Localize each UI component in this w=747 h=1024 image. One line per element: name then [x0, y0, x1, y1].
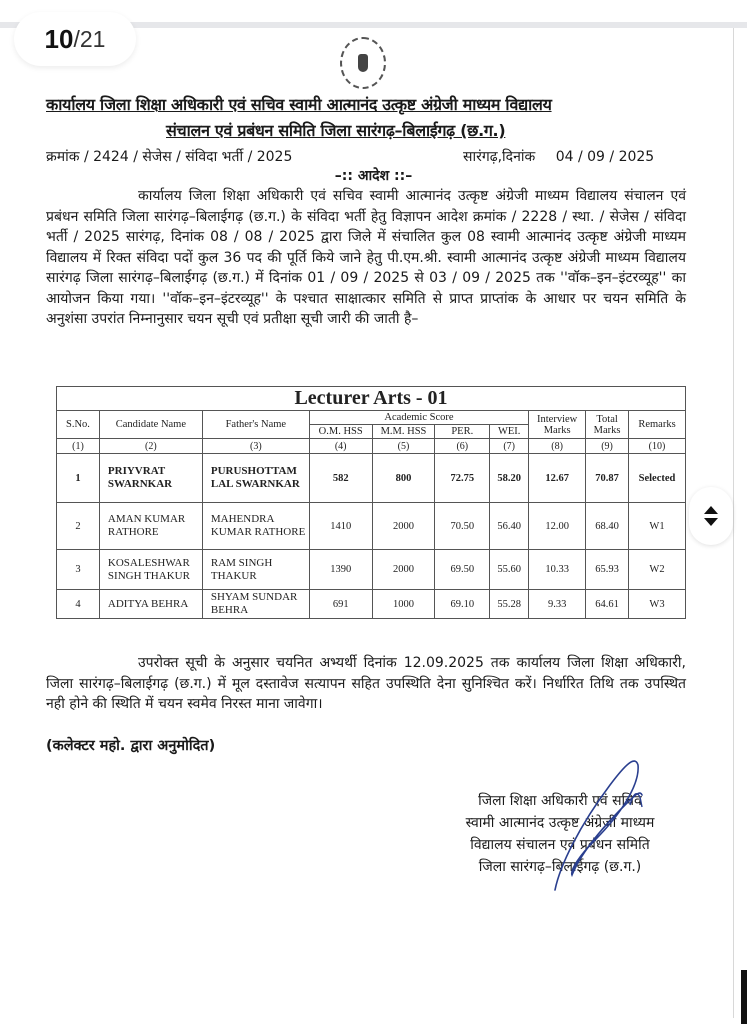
cell-father: MAHENDRA KUMAR RATHORE [202, 503, 309, 550]
col-num: (3) [202, 439, 309, 454]
cell-wei: 55.60 [490, 550, 529, 590]
header-candidate-name: Candidate Name [99, 411, 202, 439]
cell-per: 72.75 [435, 454, 490, 503]
header-interview-marks: Interview Marks [529, 411, 586, 439]
col-num: (9) [586, 439, 629, 454]
cell-interview: 12.00 [529, 503, 586, 550]
col-num: (6) [435, 439, 490, 454]
header-remarks: Remarks [629, 411, 686, 439]
order-paragraph-2: उपरोक्त सूची के अनुसार चयनित अभ्यर्थी दिनांक 12.09.2025 तक कार्यालय जिला शिक्षा अधिकारी, जिला सारंगढ़–बिलाईगढ़ (छ.ग.) में मूल दस्तावेज सत्यापन सहित उपस्थिति देना सुनिश्चित करें। निर्धारित तिथि तक उपस्थित नही होने की स्थिति में चयन स्वमेव निरस्त माना जावेगा। [46, 655, 686, 712]
signatory-line: जिला सारंगढ़–बिलाईगढ़ (छ.ग.) [478, 859, 642, 875]
header-om-hss: O.M. HSS [309, 425, 372, 439]
reference-number: क्रमांक / 2424 / सेजेस / संविदा भर्ती / 2025 [46, 149, 293, 165]
cell-interview: 9.33 [529, 590, 586, 619]
total-pages: 21 [79, 25, 106, 52]
col-num: (1) [57, 439, 100, 454]
cell-om-hss: 1410 [309, 503, 372, 550]
col-num: (5) [372, 439, 435, 454]
cell-sno: 2 [57, 503, 100, 550]
approval-note: (कलेक्टर महो. द्वारा अनुमोदित) [46, 738, 216, 754]
col-num: (8) [529, 439, 586, 454]
col-num: (10) [629, 439, 686, 454]
signatory-line: स्वामी आत्मानंद उत्कृष्ट अंग्रेजी माध्यम [465, 815, 655, 831]
cell-mm-hss: 1000 [372, 590, 435, 619]
cell-wei: 56.40 [490, 503, 529, 550]
table-row [57, 590, 686, 619]
cell-candidate: KOSALESHWAR SINGH THAKUR [99, 550, 202, 590]
table-title: Lecturer Arts - 01 [57, 387, 686, 411]
cell-sno: 4 [57, 590, 100, 619]
header-academic-score: Academic Score [309, 411, 528, 425]
cell-remarks: W3 [629, 590, 686, 619]
cell-remarks: Selected [629, 454, 686, 503]
current-page-number: 10 [44, 23, 74, 54]
page-separator: / [73, 25, 80, 52]
cell-father: RAM SINGH THAKUR [202, 550, 309, 590]
table-row [57, 550, 686, 590]
cell-mm-hss: 800 [372, 454, 435, 503]
cell-father: PURUSHOTTAM LAL SWARNKAR [202, 454, 309, 503]
cell-per: 70.50 [435, 503, 490, 550]
cell-candidate: ADITYA BEHRA [99, 590, 202, 619]
table-row [57, 454, 686, 503]
cell-remarks: W1 [629, 503, 686, 550]
cell-sno: 3 [57, 550, 100, 590]
cell-interview: 12.67 [529, 454, 586, 503]
cell-wei: 58.20 [490, 454, 529, 503]
government-seal-icon [340, 37, 386, 89]
cell-om-hss: 1390 [309, 550, 372, 590]
header-father-name: Father's Name [202, 411, 309, 439]
cell-mm-hss: 2000 [372, 550, 435, 590]
col-num: (4) [309, 439, 372, 454]
place-date-label: सारंगढ़,दिनांक [463, 149, 536, 165]
cell-om-hss: 582 [309, 454, 372, 503]
cell-total: 64.61 [586, 590, 629, 619]
col-num: (7) [490, 439, 529, 454]
col-num: (2) [99, 439, 202, 454]
header-wei: WEI. [490, 425, 529, 439]
header-sno: S.No. [57, 411, 100, 439]
handwritten-signature [500, 745, 670, 905]
cell-father: SHYAM SUNDAR BEHRA [202, 590, 309, 619]
scroll-page-button[interactable] [689, 487, 733, 545]
signatory-line: विद्यालय संचालन एवं प्रबंधन समिति [470, 837, 650, 853]
selection-list-table [56, 386, 686, 619]
cell-om-hss: 691 [309, 590, 372, 619]
office-header-line2: संचालन एवं प्रबंधन समिति जिला सारंगढ़–बिलाईगढ़ (छ.ग.) [166, 121, 506, 140]
cell-sno: 1 [57, 454, 100, 503]
cell-total: 65.93 [586, 550, 629, 590]
order-paragraph-1: कार्यालय जिला शिक्षा अधिकारी एवं सचिव स्वामी आत्मानंद उत्कृष्ट अंग्रेजी माध्यम विद्यालय संचालन एवं प्रबंधन समिति जिला सारंगढ़–बिलाईगढ़ (छ.ग.) के संविदा भर्ती हेतु विज्ञापन आदेश क्रमांक / 2228 / स्था. / सेजेस / संविदा भर्ती / 2025 सारंगढ़, दिनांक 08 / 08 / 2025 द्वारा जिले में संचालित कुल 08 स्वामी आत्मानंद उत्कृष्ट अंग्रेजी माध्यम विद्यालय में रिक्त संविदा पदों कुल 36 पद की पूर्ति किये जाने हेतु पी.एम.श्री. स्वामी आत्मानंद उत्कृष्ट अंग्रेजी माध्यम विद्यालय सारंगढ़ जिला सारंगढ़–बिलाईगढ़ (छ.ग.) में दिनांक 01 / 09 / 2025 से 03 / 09 / 2025 तक ''वॉक–इन–इंटरव्यूह'' का आयोजन किया गया। ''वॉक–इन–इंटरव्यूह'' के पश्चात साक्षात्कार समिति से प्राप्त प्राप्तांक के आधार पर चयन समिति के अनुशंसा उपरांत निम्नानुसार चयन सूची एवं प्रतीक्षा सूची जारी की जाती है– [46, 188, 686, 327]
table-row [57, 503, 686, 550]
page-edge-shadow [741, 970, 747, 1024]
signatory-line: जिला शिक्षा अधिकारी एवं सचिव [478, 793, 642, 809]
header-per: PER. [435, 425, 490, 439]
arrow-up-icon [704, 506, 718, 514]
header-mm-hss: M.M. HSS [372, 425, 435, 439]
office-header-line1: कार्यालय जिला शिक्षा अधिकारी एवं सचिव स्वामी आत्मानंद उत्कृष्ट अंग्रेजी माध्यम विद्यालय [46, 95, 552, 114]
cell-per: 69.50 [435, 550, 490, 590]
cell-interview: 10.33 [529, 550, 586, 590]
column-number-row [57, 439, 686, 454]
cell-total: 68.40 [586, 503, 629, 550]
order-date: 04 / 09 / 2025 [555, 149, 655, 165]
page-counter [14, 12, 136, 66]
cell-total: 70.87 [586, 454, 629, 503]
cell-candidate: PRIYVRAT SWARNKAR [99, 454, 202, 503]
place-date [463, 147, 654, 166]
cell-mm-hss: 2000 [372, 503, 435, 550]
header-total-marks: Total Marks [586, 411, 629, 439]
arrow-down-icon [704, 518, 718, 526]
cell-per: 69.10 [435, 590, 490, 619]
cell-remarks: W2 [629, 550, 686, 590]
cell-wei: 55.28 [490, 590, 529, 619]
order-title: –:: आदेश ::– [334, 168, 413, 184]
cell-candidate: AMAN KUMAR RATHORE [99, 503, 202, 550]
